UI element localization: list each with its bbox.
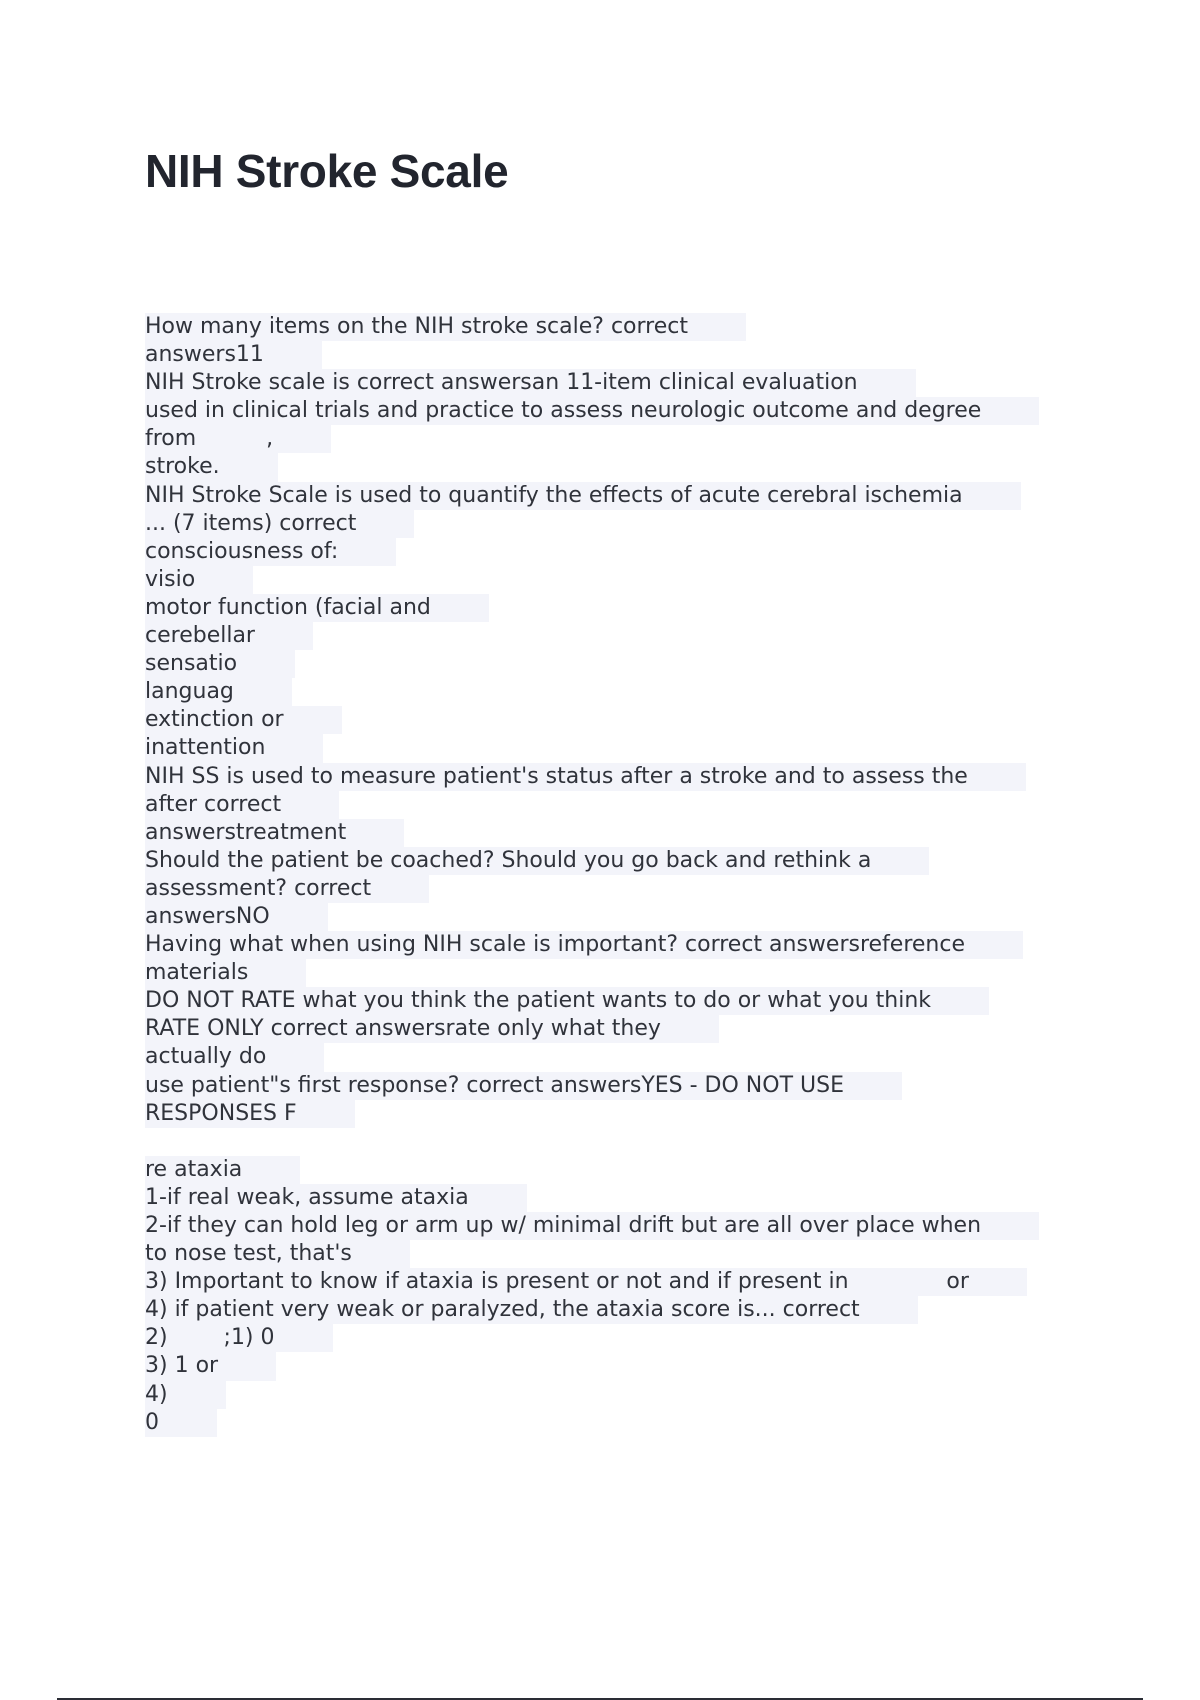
document-title: NIH Stroke Scale: [145, 145, 509, 197]
text-line: motor function (facial and: [145, 594, 1085, 622]
blank-line: [145, 1128, 1085, 1156]
text-line: NIH Stroke scale is correct answersan 11-item clinical evaluation: [145, 369, 1085, 397]
text-line: assessment? correct: [145, 875, 1085, 903]
text-line: NIH Stroke Scale is used to quantify the effects of acute cerebral ischemia: [145, 482, 1085, 510]
text-line: after correct: [145, 791, 1085, 819]
text-line: 4): [145, 1381, 1085, 1409]
text-line: materials: [145, 959, 1085, 987]
text-line: languag: [145, 678, 1085, 706]
text-line: How many items on the NIH stroke scale? correct: [145, 313, 1085, 341]
text-line: from ,: [145, 425, 1085, 453]
text-line: 4) if patient very weak or paralyzed, the ataxia score is... correct: [145, 1296, 1085, 1324]
text-line: re ataxia: [145, 1156, 1085, 1184]
text-line: ... (7 items) correct: [145, 510, 1085, 538]
text-line: answers11: [145, 341, 1085, 369]
text-line: 2) ;1) 0: [145, 1324, 1085, 1352]
text-line: answersNO: [145, 903, 1085, 931]
text-line: to nose test, that's: [145, 1240, 1085, 1268]
text-line: visio: [145, 566, 1085, 594]
text-line: sensatio: [145, 650, 1085, 678]
text-line: NIH SS is used to measure patient's status after a stroke and to assess the: [145, 763, 1085, 791]
text-line: used in clinical trials and practice to assess neurologic outcome and degree: [145, 397, 1085, 425]
text-line: DO NOT RATE what you think the patient wants to do or what you think: [145, 987, 1085, 1015]
document-body: [145, 313, 1085, 1437]
text-line: 2-if they can hold leg or arm up w/ minimal drift but are all over place when: [145, 1212, 1085, 1240]
text-line: 1-if real weak, assume ataxia: [145, 1184, 1085, 1212]
text-line: Having what when using NIH scale is important? correct answersreference: [145, 931, 1085, 959]
text-line: cerebellar: [145, 622, 1085, 650]
text-line: RATE ONLY correct answersrate only what they: [145, 1015, 1085, 1043]
text-line: RESPONSES F: [145, 1100, 1085, 1128]
text-line: consciousness of:: [145, 538, 1085, 566]
text-line: answerstreatment: [145, 819, 1085, 847]
text-line: 3) 1 or: [145, 1352, 1085, 1380]
text-line: stroke.: [145, 453, 1085, 481]
text-line: actually do: [145, 1043, 1085, 1071]
text-line: 3) Important to know if ataxia is present or not and if present in or: [145, 1268, 1085, 1296]
text-line: Should the patient be coached? Should you go back and rethink a: [145, 847, 1085, 875]
text-line: inattention: [145, 734, 1085, 762]
text-line: use patient"s first response? correct answersYES - DO NOT USE: [145, 1072, 1085, 1100]
text-line: extinction or: [145, 706, 1085, 734]
text-line: 0: [145, 1409, 1085, 1437]
